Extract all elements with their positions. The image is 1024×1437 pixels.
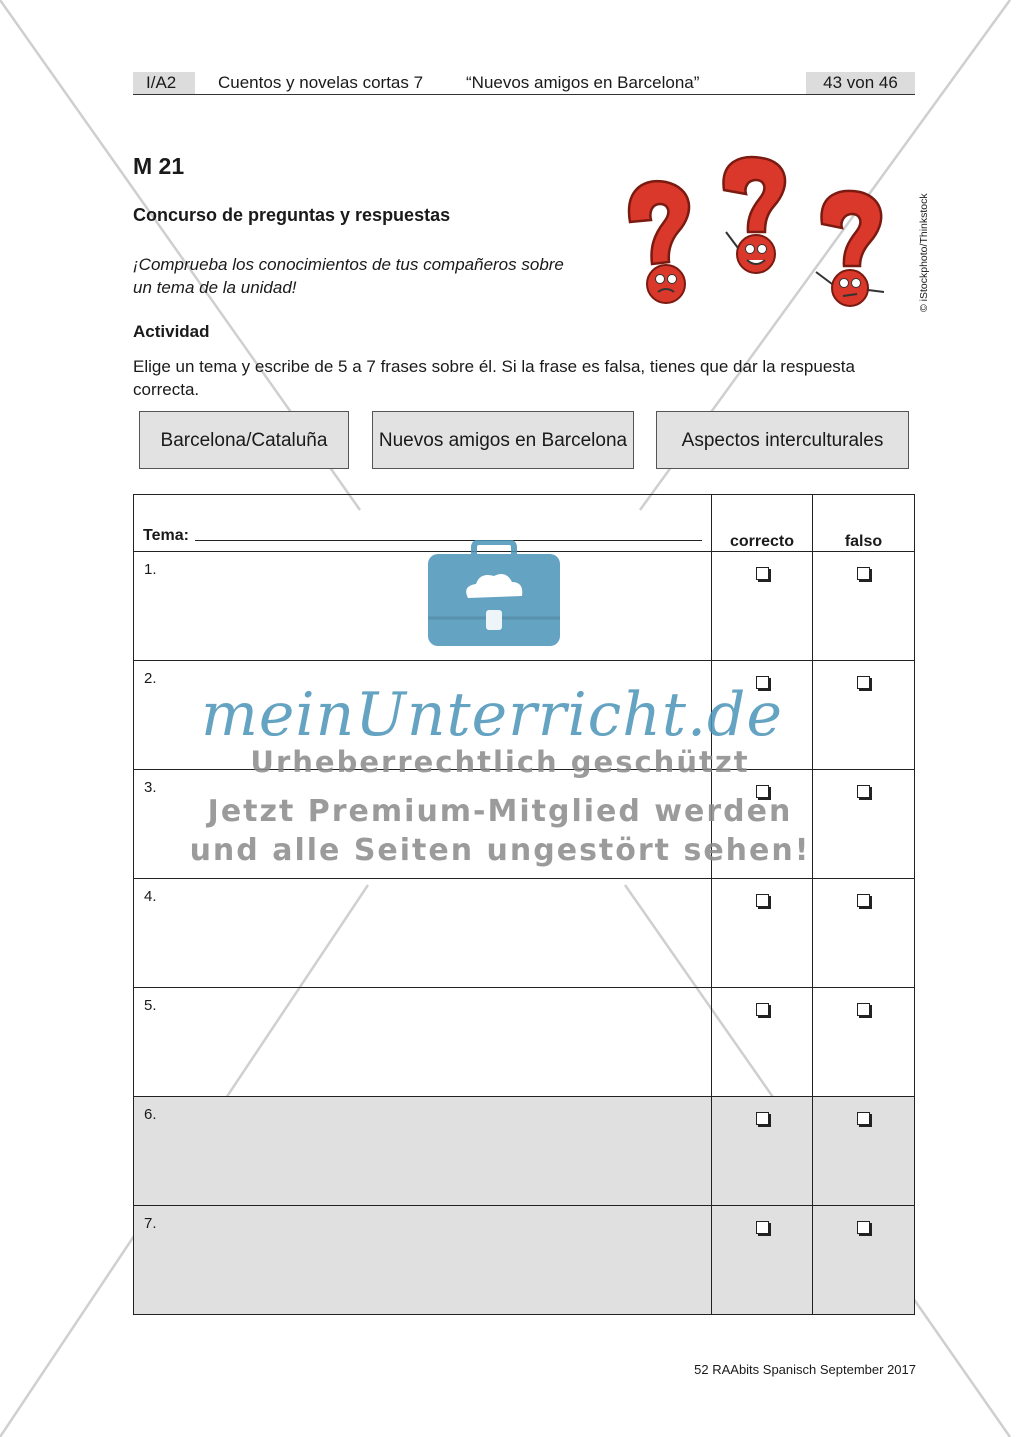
topic-box-interculturales: Aspectos interculturales: [656, 411, 909, 469]
worksheet-title: Concurso de preguntas y respuestas: [133, 205, 451, 225]
row-number: 7.: [144, 1215, 157, 1232]
header-title: “Nuevos amigos en Barcelona”: [466, 73, 700, 92]
statement-cell[interactable]: [134, 879, 712, 988]
topic-box-barcelona: Barcelona/Cataluña: [139, 411, 349, 469]
question-mark-icon: [629, 181, 689, 303]
instruction-text: ¡Comprueba los conocimientos de tus compañeros sobre un tema de la unidad!: [133, 255, 564, 297]
false-checkbox[interactable]: [857, 567, 870, 580]
tema-label: Tema:: [143, 527, 189, 544]
header-series: Cuentos y novelas cortas 7: [218, 73, 424, 92]
column-header-false: falso: [813, 495, 915, 552]
watermark-brand: meinUnterricht.de: [201, 680, 783, 750]
correct-checkbox[interactable]: [756, 1112, 769, 1125]
correct-checkbox[interactable]: [756, 567, 769, 580]
watermark-copyright-line: Urheberrechtlich geschützt: [250, 745, 750, 779]
row-number: 5.: [144, 997, 157, 1014]
table-row: [134, 1206, 915, 1315]
correct-checkbox[interactable]: [756, 1221, 769, 1234]
statement-cell[interactable]: [134, 988, 712, 1097]
question-mark-icon: [723, 157, 785, 273]
row-number: 2.: [144, 670, 157, 687]
header-rule: [133, 94, 915, 95]
correct-checkbox[interactable]: [756, 894, 769, 907]
header-unit: I/A2: [133, 72, 195, 94]
statement-cell[interactable]: [134, 1097, 712, 1206]
activity-text: Elige un tema y escribe de 5 a 7 frases sobre él. Si la frase es falsa, tienes que dar la respuesta correcta.: [133, 357, 855, 399]
tema-header-cell: [134, 495, 712, 552]
row-number: 6.: [144, 1106, 157, 1123]
material-code: M 21: [133, 153, 185, 179]
false-checkbox[interactable]: [857, 1003, 870, 1016]
row-number: 3.: [144, 779, 157, 796]
table-row: [134, 879, 915, 988]
question-marks-illustration: [622, 152, 894, 316]
statement-cell[interactable]: [134, 1206, 712, 1315]
question-mark-icon: [816, 191, 884, 306]
false-checkbox[interactable]: [857, 1112, 870, 1125]
header-page-number: 43 von 46: [806, 72, 915, 94]
table-row: [134, 988, 915, 1097]
activity-label: Actividad: [133, 322, 210, 341]
topic-box-nuevos-amigos: Nuevos amigos en Barcelona: [372, 411, 634, 469]
table-row: [134, 1097, 915, 1206]
column-header-correct: correcto: [712, 495, 813, 552]
false-checkbox[interactable]: [857, 1221, 870, 1234]
false-checkbox[interactable]: [857, 894, 870, 907]
footer-source: 52 RAAbits Spanisch September 2017: [694, 1362, 916, 1377]
correct-checkbox[interactable]: [756, 1003, 769, 1016]
row-number: 4.: [144, 888, 157, 905]
image-credit: © iStockphoto/Thinkstock: [918, 193, 930, 312]
watermark-view-line: und alle Seiten ungestört sehen!: [189, 833, 811, 868]
watermark-premium-line: Jetzt Premium-Mitglied werden: [207, 794, 793, 829]
statement-cell[interactable]: [134, 552, 712, 661]
briefcase-cloud-icon: [426, 540, 562, 650]
row-number: 1.: [144, 561, 157, 578]
